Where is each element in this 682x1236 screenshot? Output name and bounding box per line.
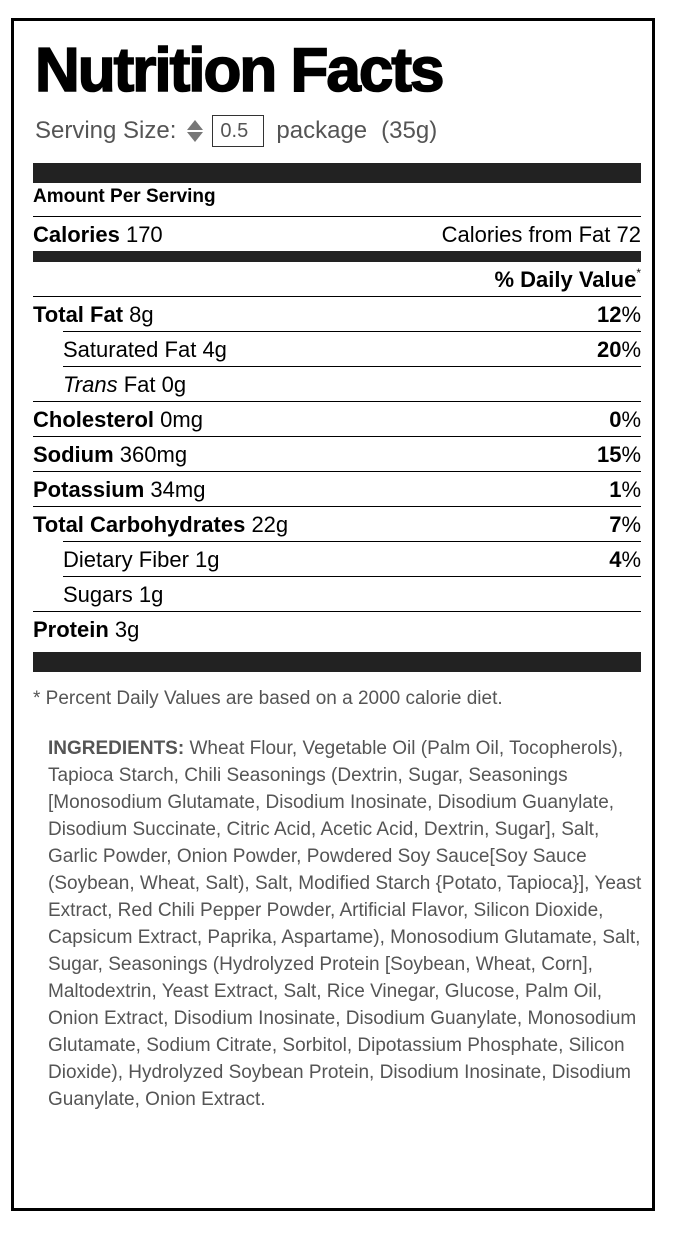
nutrient-label: Dietary Fiber xyxy=(63,546,189,572)
nutrient-label: Total Carbohydrates xyxy=(33,511,246,537)
nutrition-label xyxy=(11,18,655,1211)
nutrient-label: Sodium xyxy=(33,441,114,467)
nutrient-row-protein xyxy=(33,611,641,646)
percent-sign: % xyxy=(621,441,641,467)
nutrient-percent: 1 xyxy=(609,476,622,502)
serving-size-input[interactable] xyxy=(212,115,264,147)
nutrient-row-total-fat xyxy=(33,296,641,331)
daily-value-header: % Daily Value xyxy=(494,267,637,292)
nutrient-percent: 15 xyxy=(596,441,622,467)
nutrient-amount: 22g xyxy=(251,511,289,537)
nutrient-label: Protein xyxy=(33,616,109,642)
medium-divider xyxy=(33,251,641,262)
nutrient-amount: 0g xyxy=(161,371,187,397)
percent-sign: % xyxy=(621,301,641,327)
serving-unit: package xyxy=(276,117,368,144)
nutrient-label: Cholesterol xyxy=(33,406,155,432)
calories-row xyxy=(33,216,641,251)
nutrient-label-italic: Trans xyxy=(63,371,118,397)
nutrient-amount: 0mg xyxy=(160,406,203,432)
daily-value-header-row xyxy=(33,262,641,297)
nutrient-amount: 4g xyxy=(202,336,227,362)
nutrient-amount: 34mg xyxy=(150,476,206,502)
stepper-up-icon[interactable] xyxy=(187,120,203,130)
calories-value: 170 xyxy=(125,221,163,247)
nutrient-row-dietary-fiber xyxy=(63,541,641,576)
percent-sign: % xyxy=(621,406,641,432)
ingredients-text: Wheat Flour, Vegetable Oil (Palm Oil, Tocopherols), Tapioca Starch, Chili Seasonings (Dextrin, Sugar, Seasonings [Monosodium Glutamate, Disodium Inosinate, Disodium Guanylate, Disodium Succinate, Citric Acid, Acetic Acid, Dextrin, Sugar], Salt, Garlic Powder, Onion Powder, Powdered Soy Sauce[Soy Sauce (Soybean, Wheat, Salt), Salt, Modified Starch {Potato, Tapioca}], Yeast Extract, Red Chili Pepper Powder, Artificial Flavor, Silicon Dioxide, Capsicum Extract, Paprika, Aspartame), Monosodium Glutamate, Salt, Sugar, Seasonings (Hydrolyzed Protein [Soybean, Wheat, Corn], Maltodextrin, Yeast Extract, Salt, Rice Vinegar, Glucose, Palm Oil, Onion Extract, Disodium Inosinate, Disodium Guanylate, Monosodium Glutamate, Sodium Citrate, Sorbitol, Dipotassium Phosphate, Silicon Dioxide), Hydrolyzed Soybean Protein, Disodium Inosinate, Disodium Guanylate, Onion Extract. xyxy=(48,738,642,1110)
nutrient-label: Potassium xyxy=(33,476,145,502)
label-title: Nutrition Facts xyxy=(35,36,443,105)
serving-stepper-icon[interactable] xyxy=(184,116,206,146)
calories-from-fat-value: 72 xyxy=(616,221,641,247)
nutrient-row-saturated-fat xyxy=(63,331,641,366)
percent-sign: % xyxy=(621,546,641,572)
ingredients-block xyxy=(48,735,648,1113)
percent-sign: % xyxy=(621,336,641,362)
nutrient-amount: 1g xyxy=(138,581,164,607)
nutrient-percent: 7 xyxy=(609,511,622,537)
nutrient-amount: 360mg xyxy=(119,441,188,467)
nutrient-label: Sugars xyxy=(63,581,133,607)
nutrient-label: Saturated Fat xyxy=(63,336,197,362)
nutrient-row-cholesterol xyxy=(33,401,641,436)
thick-divider xyxy=(33,652,641,672)
nutrient-percent: 12 xyxy=(596,301,622,327)
ingredients-label: INGREDIENTS: xyxy=(48,738,185,759)
nutrient-percent: 0 xyxy=(609,406,622,432)
nutrient-amount: 8g xyxy=(129,301,154,327)
calories-label: Calories xyxy=(33,221,120,247)
serving-size-row xyxy=(35,113,437,149)
nutrient-amount: 3g xyxy=(114,616,140,642)
daily-value-footnote: * Percent Daily Values are based on a 2000 calorie diet. xyxy=(33,688,503,709)
nutrient-row-sodium xyxy=(33,436,641,471)
nutrient-row-total-carbohydrates xyxy=(33,506,641,541)
nutrient-label: Fat xyxy=(123,371,156,397)
amount-per-serving: Amount Per Serving xyxy=(33,186,216,207)
thick-divider xyxy=(33,163,641,183)
serving-size-label: Serving Size: xyxy=(35,117,177,144)
nutrient-percent: 20 xyxy=(596,336,622,362)
nutrient-row-sugars xyxy=(63,576,641,611)
nutrient-row-trans-fat xyxy=(63,366,641,401)
stepper-down-icon[interactable] xyxy=(187,132,203,142)
percent-sign: % xyxy=(621,476,641,502)
daily-value-asterisk: * xyxy=(636,266,641,280)
calories-from-fat-label: Calories from Fat xyxy=(441,221,611,247)
percent-sign: % xyxy=(621,511,641,537)
serving-weight: (35g) xyxy=(381,117,438,144)
nutrient-label: Total Fat xyxy=(33,301,124,327)
nutrient-row-potassium xyxy=(33,471,641,506)
nutrient-amount: 1g xyxy=(195,546,220,572)
nutrient-percent: 4 xyxy=(609,546,622,572)
